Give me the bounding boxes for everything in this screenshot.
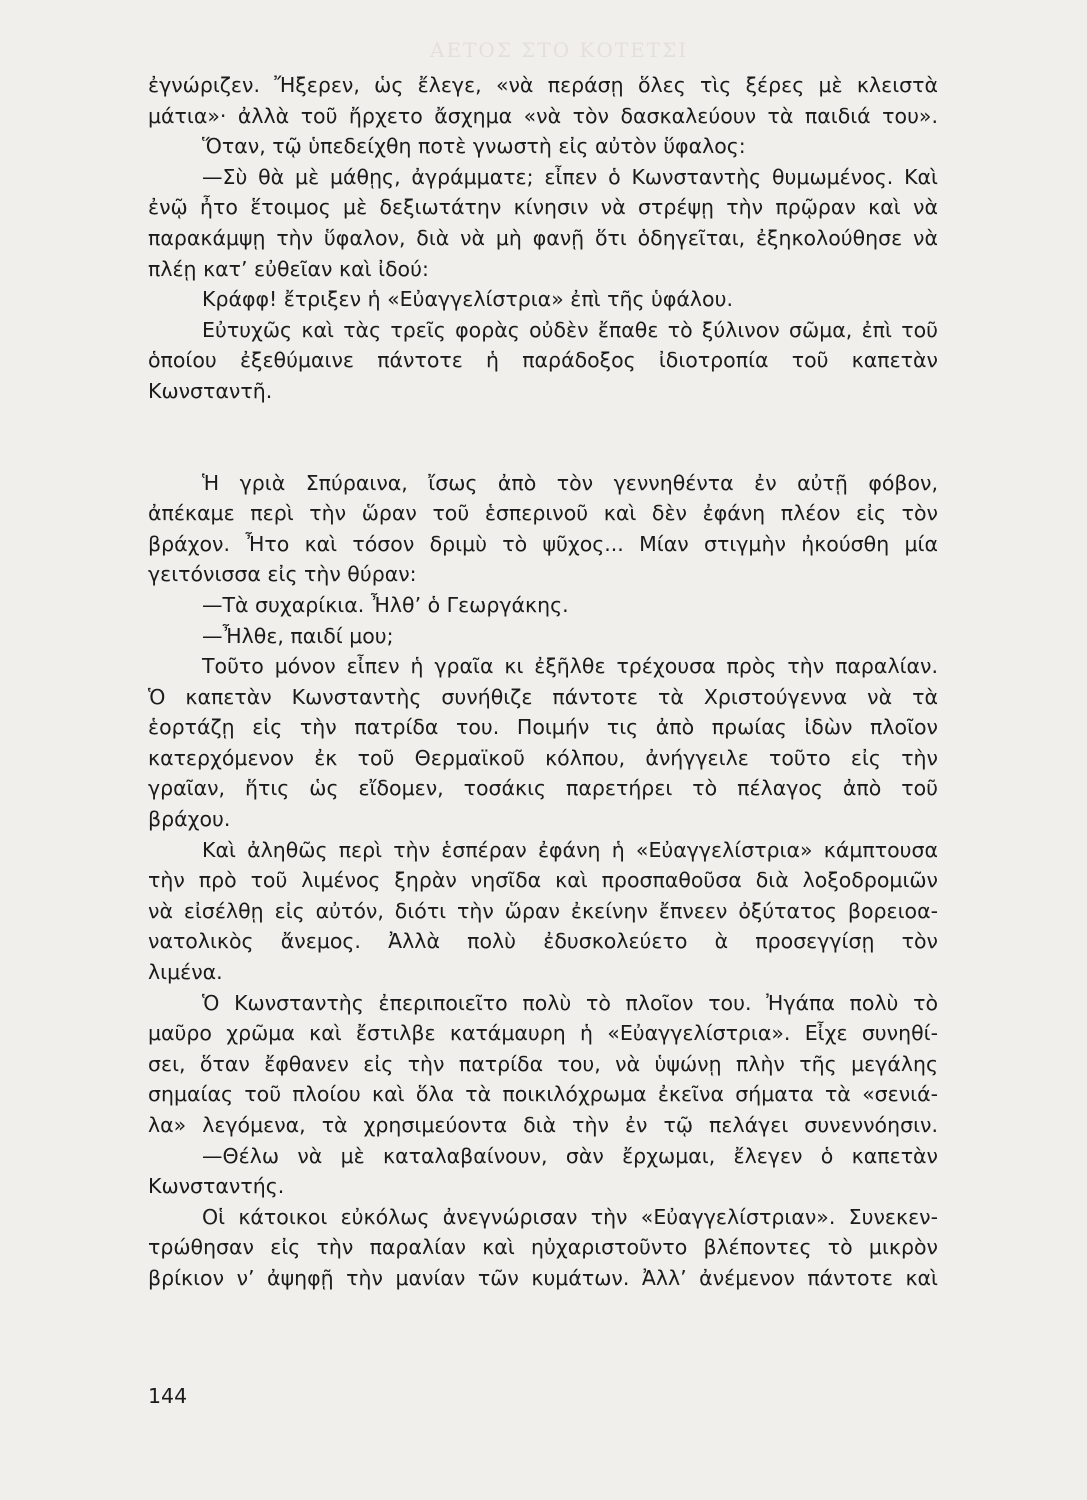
text-line: νὰ εἰσέλθῃ εἰς αὐτόν, διότι τὴν ὥραν ἐκείνην ἔπνεεν ὀξύτατος βορειοα-	[148, 898, 938, 923]
text-line: ὁποίου ἐξεθύμαινε πάντοτε ἡ παράδοξος ἰδιοτροπία τοῦ καπετὰν	[148, 348, 938, 373]
text-line: ἑορτάζῃ εἰς τὴν πατρίδα του. Ποιμήν τις ἀπὸ πρωίας ἰδὼν πλοῖον	[148, 715, 938, 740]
text-line: Τοῦτο μόνον εἶπεν ἡ γραῖα κι ἐξῆλθε τρέχουσα πρὸς τὴν παραλίαν.	[202, 654, 938, 679]
text-line: πλέῃ κατ’ εὐθεῖαν καὶ ἰδού:	[148, 256, 429, 281]
text-line: —Ἦλθε, παιδί μου;	[202, 623, 394, 648]
text-line: βράχον. Ἦτο καὶ τόσον δριμὺ τὸ ψῦχος... Μίαν στιγμὴν ἠκούσθη μία	[148, 531, 938, 556]
text-line: μαῦρο χρῶμα καὶ ἔστιλβε κατάμαυρη ἡ «Εὐαγγελίστρια». Εἶχε συνηθί-	[148, 1021, 938, 1046]
text-line: Οἱ κάτοικοι εὐκόλως ἀνεγνώρισαν τὴν «Εὐαγγελίστριαν». Συνεκεν-	[202, 1204, 938, 1229]
text-line: λα» λεγόμενα, τὰ χρησιμεύοντα διὰ τὴν ἐν τῷ πελάγει συνεννόησιν.	[148, 1113, 938, 1137]
text-line: νατολικὸς ἄνεμος. Ἀλλὰ πολὺ ἐδυσκολεύετο ὰ προσεγγίσῃ τὸν	[148, 929, 938, 954]
text-line: παρακάμψῃ τὴν ὕφαλον, διὰ νὰ μὴ φανῇ ὅτι ὁδηγεῖται, ἐξηκολούθησε νὰ	[148, 225, 938, 250]
page-number: 144	[148, 1384, 188, 1408]
show-through-header: ΑΕΤΟΣ ΣΤΟ ΚΟΤΕΤΣΙ	[430, 38, 689, 62]
body-text	[148, 70, 938, 1294]
text-line: Καὶ ἀληθῶς περὶ τὴν ἑσπέραν ἐφάνη ἡ «Εὐαγγελίστρια» κάμπτουσα	[202, 837, 938, 862]
text-line: Κωνσταντής.	[148, 1174, 285, 1199]
text-line: βρίκιον ν’ ἀψηφῇ τὴν μανίαν τῶν κυμάτων. Ἀλλ’ ἀνέμενον πάντοτε καὶ	[148, 1265, 938, 1290]
text-line: ἐγνώριζεν. Ἤξερεν, ὡς ἔλεγε, «νὰ περάσῃ ὅλες τὶς ξέρες μὲ κλειστὰ	[148, 73, 938, 97]
text-line: —Θέλω νὰ μὲ καταλαβαίνουν, σὰν ἔρχωμαι, ἔλεγεν ὁ καπετὰν	[202, 1143, 938, 1168]
text-line: γειτόνισσα εἰς τὴν θύραν:	[148, 562, 417, 587]
text-line: μάτια»· ἀλλὰ τοῦ ἤρχετο ἄσχημα «νὰ τὸν δασκαλεύουν τὰ παιδιά του».	[148, 103, 938, 128]
text-line: λιμένα.	[148, 960, 223, 985]
text-line: γραῖαν, ἥτις ὡς εἴδομεν, τοσάκις παρετήρει τὸ πέλαγος ἀπὸ τοῦ	[148, 776, 938, 801]
text-line: ἐνῷ ἦτο ἕτοιμος μὲ δεξιωτάτην κίνησιν νὰ στρέψῃ τὴν πρῷραν καὶ νὰ	[148, 195, 938, 220]
text-line: κατερχόμενον ἐκ τοῦ Θερμαϊκοῦ κόλπου, ἀνήγγειλε τοῦτο εἰς τὴν	[148, 745, 938, 770]
text-line: Εὐτυχῶς καὶ τὰς τρεῖς φορὰς οὐδὲν ἔπαθε τὸ ξύλινον σῶμα, ἐπὶ τοῦ	[202, 317, 938, 342]
text-line: Ὁ Κωνσταντὴς ἐπεριποιεῖτο πολὺ τὸ πλοῖον του. Ἠγάπα πολὺ τὸ	[202, 990, 938, 1015]
text-line: ἀπέκαμε περὶ τὴν ὥραν τοῦ ἑσπερινοῦ καὶ δὲν ἐφάνη πλέον εἰς τὸν	[148, 501, 938, 526]
text-line: βράχου.	[148, 807, 231, 832]
text-line: τὴν πρὸ τοῦ λιμένος ξηρὰν νησῖδα καὶ προσπαθοῦσα διὰ λοξοδρομιῶν	[148, 868, 938, 893]
text-line: Ἡ γριὰ Σπύραινα, ἴσως ἀπὸ τὸν γεννηθέντα ἐν αὐτῇ φόβον,	[202, 470, 938, 495]
text-line: σει, ὅταν ἔφθανεν εἰς τὴν πατρίδα του, νὰ ὑψώνῃ πλὴν τῆς μεγάλης	[148, 1051, 938, 1076]
text-line: Κράφφ! ἔτριξεν ἡ «Εὐαγγελίστρια» ἐπὶ τῆς ὑφάλου.	[202, 287, 733, 312]
text-line: Ὅταν, τῷ ὑπεδείχθη ποτὲ γνωστὴ εἰς αὐτὸν ὕφαλος:	[202, 134, 746, 159]
text-line: —Τὰ συχαρίκια. Ἦλθ’ ὁ Γεωργάκης.	[202, 592, 569, 617]
section-break	[148, 407, 938, 468]
text-line: —Σὺ θὰ μὲ μάθῃς, ἀγράμματε; εἶπεν ὁ Κωνσταντὴς θυμωμένος. Καὶ	[202, 164, 938, 189]
text-line: Κωνσταντῆ.	[148, 378, 273, 403]
text-line: σημαίας τοῦ πλοίου καὶ ὅλα τὰ ποικιλόχρωμα ἐκεῖνα σήματα τὰ «σενιά-	[148, 1082, 938, 1107]
text-line: τρώθησαν εἰς τὴν παραλίαν καὶ ηὐχαριστοῦντο βλέποντες τὸ μικρὸν	[148, 1235, 938, 1260]
text-line: Ὁ καπετὰν Κωνσταντὴς συνήθιζε πάντοτε τὰ Χριστούγεννα νὰ τὰ	[148, 684, 938, 709]
